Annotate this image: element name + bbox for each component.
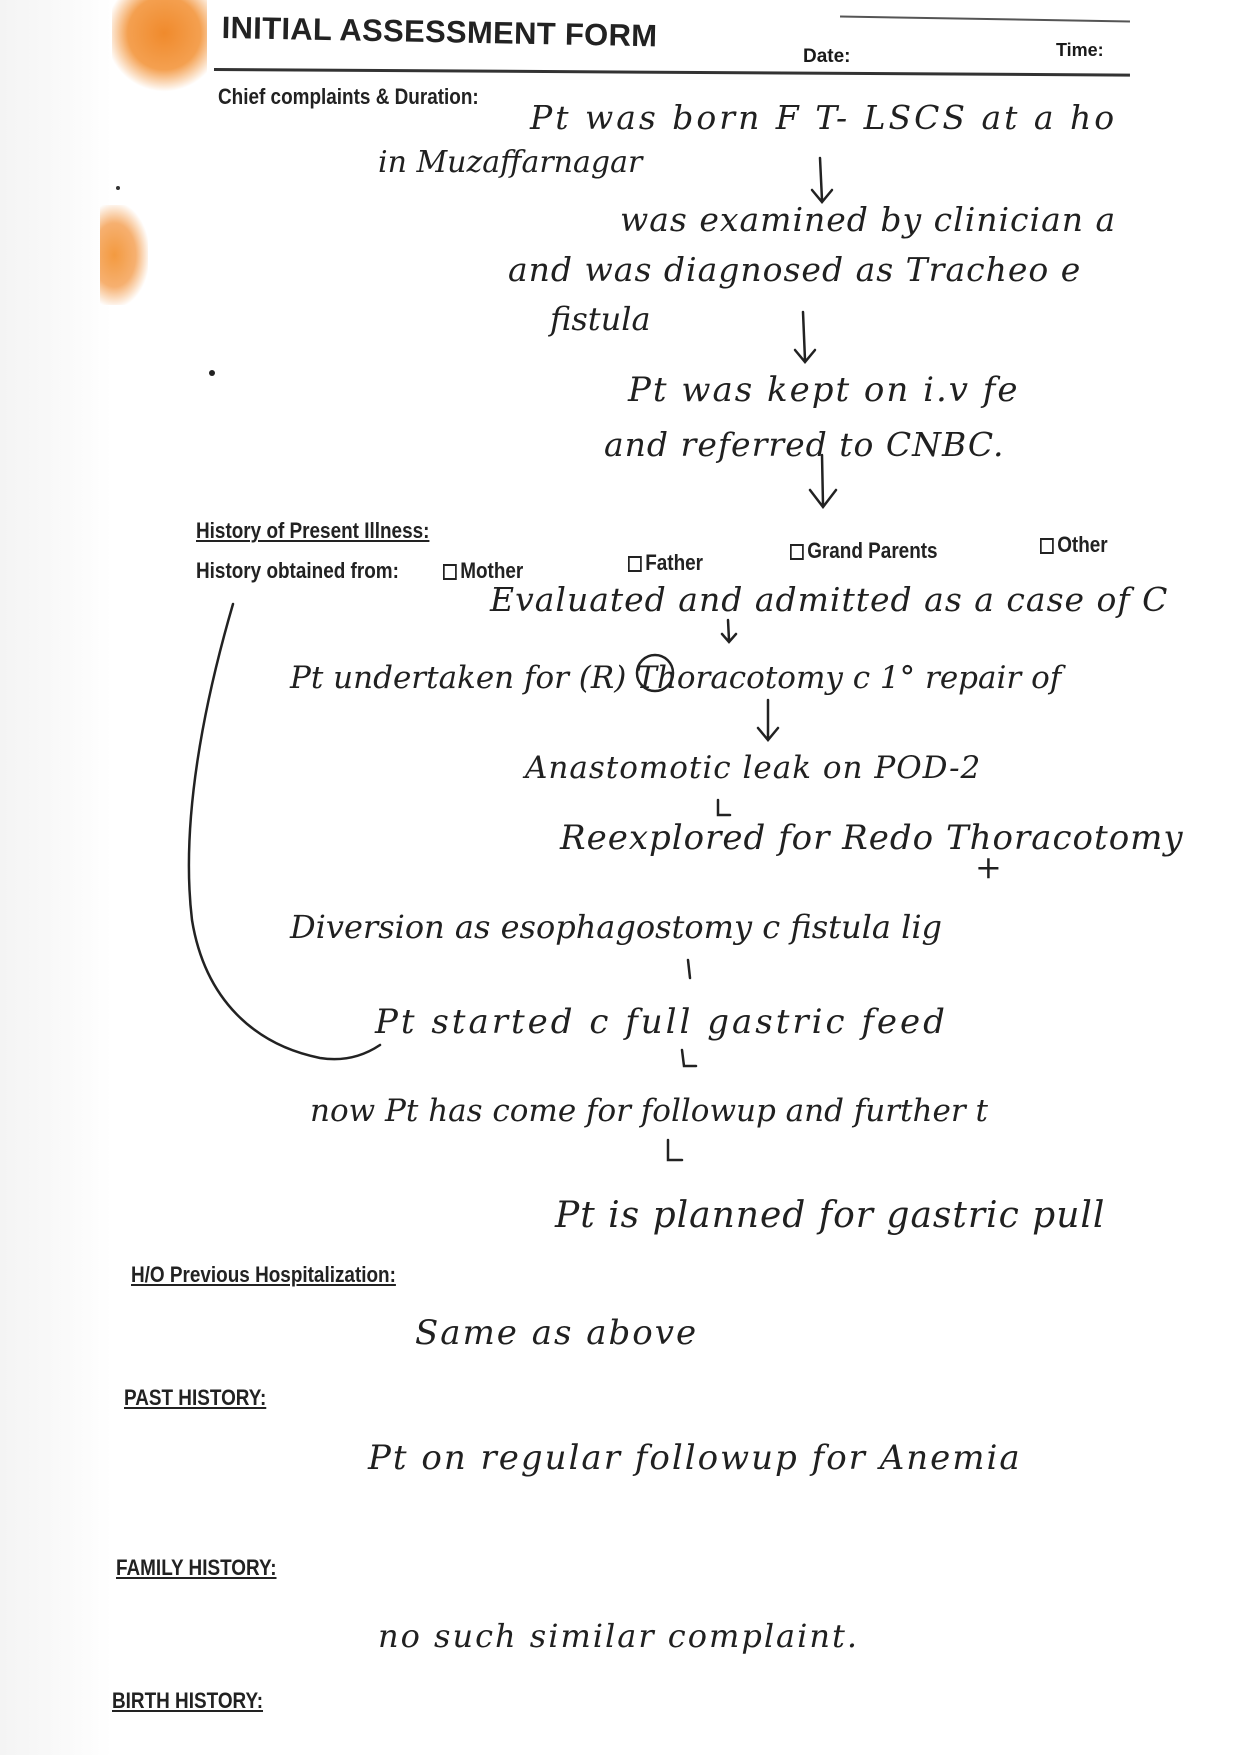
option-label: Grand Parents (807, 538, 938, 563)
down-arrow-icon (758, 700, 778, 740)
chief-complaint-line: and was diagnosed as Tracheo e (508, 250, 1082, 289)
dot-mark (209, 370, 215, 376)
down-arrow-icon (812, 158, 832, 202)
checkbox[interactable] (1040, 538, 1054, 554)
hpi-line: Pt undertaken for (R) Thoracotomy c 1° repair of (290, 660, 1062, 696)
chief-complaint-line: was examined by clinician a (620, 200, 1117, 239)
family-history-label: FAMILY HISTORY: (116, 1555, 277, 1580)
hpi-line: Pt is planned for gastric pull (555, 1195, 1106, 1236)
hpi-line: + (975, 848, 1002, 886)
time-label: Time: (1056, 40, 1104, 60)
option-label: Father (645, 550, 704, 575)
hpi-line: Anastomotic leak on POD-2 (525, 750, 982, 786)
option-father[interactable] (628, 550, 703, 576)
header-rule (214, 68, 1130, 77)
hpi-line: Pt started c full gastric feed (375, 1002, 948, 1042)
option-label: Mother (460, 558, 524, 583)
option-grand-parents[interactable] (790, 538, 938, 564)
arrow-mark (688, 960, 690, 978)
header-rule-top (840, 15, 1130, 22)
down-arrow-icon (795, 312, 815, 362)
hpi-label: History of Present Illness: (196, 518, 430, 543)
birth-history-label: BIRTH HISTORY: (112, 1688, 264, 1713)
orange-stain (112, 0, 207, 95)
arrow-mark (718, 800, 730, 815)
chief-complaint-line: in Muzaffarnagar (378, 145, 643, 180)
previous-hospitalization-label: H/O Previous Hospitalization: (131, 1262, 396, 1287)
orange-stain (100, 205, 148, 305)
past-history-label: PAST HISTORY: (124, 1385, 267, 1410)
checkbox[interactable] (443, 564, 457, 580)
dot-mark (116, 186, 120, 190)
chief-complaint-line: and referred to CNBC. (604, 425, 1005, 464)
chief-complaints-label: Chief complaints & Duration: (218, 84, 479, 109)
hpi-line: now Pt has come for followup and further t (310, 1093, 988, 1129)
checkbox[interactable] (628, 556, 642, 572)
down-arrow-icon (722, 620, 736, 642)
past-history-text: Pt on regular followup for Anemia (368, 1438, 1022, 1478)
arrow-mark (682, 1050, 696, 1066)
scan-border (0, 0, 112, 1755)
chief-complaint-line: Pt was born F T- LSCS at a ho (530, 98, 1118, 137)
chief-complaint-line: Pt was kept on i.v fe (628, 370, 1020, 410)
history-obtained-from-label: History obtained from: (196, 558, 399, 583)
option-label: Other (1057, 532, 1108, 557)
hpi-line: Reexplored for Redo Thoracotomy (560, 818, 1184, 858)
family-history-text: no such similar complaint. (378, 1617, 859, 1655)
hpi-line: Evaluated and admitted as a case of C (490, 580, 1169, 619)
checkbox[interactable] (790, 544, 804, 560)
previous-hospitalization-text: Same as above (415, 1313, 699, 1353)
date-label: Date: (803, 46, 851, 67)
form-title: INITIAL ASSESSMENT FORM (221, 10, 658, 54)
arrow-mark (668, 1140, 682, 1160)
option-other[interactable] (1040, 532, 1108, 558)
hpi-line: Diversion as esophagostomy c fistula lig (290, 908, 943, 946)
chief-complaint-line: fistula (550, 300, 651, 338)
